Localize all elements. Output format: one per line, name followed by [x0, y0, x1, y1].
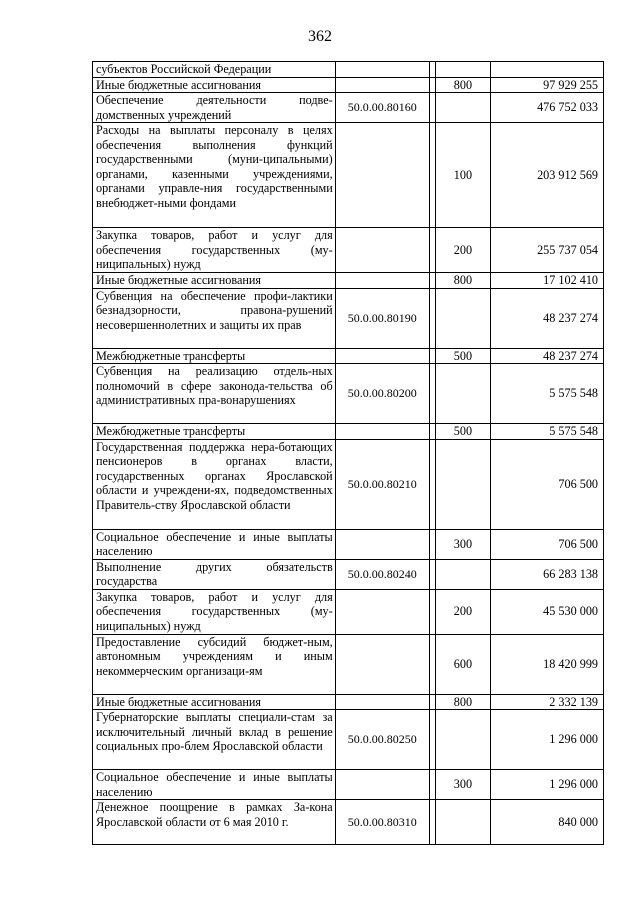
row-code: 50.0.00.80160: [335, 93, 429, 123]
row-amount: [491, 62, 604, 78]
budget-table-body: [93, 62, 604, 845]
row-code: [335, 228, 429, 273]
row-type: [435, 364, 491, 424]
table-row: [93, 228, 604, 273]
row-code: [335, 589, 429, 634]
row-type: 800: [435, 694, 491, 710]
table-row: [93, 123, 604, 228]
table-row: [93, 529, 604, 559]
row-code: [335, 770, 429, 800]
row-code: 50.0.00.80250: [335, 710, 429, 770]
row-amount: 706 500: [491, 439, 604, 529]
row-name: Иные бюджетные ассигнования: [93, 273, 336, 289]
row-name: Денежное поощрение в рамках За-кона Ярославской области от 6 мая 2010 г.: [93, 800, 336, 845]
table-row: [93, 364, 604, 424]
row-amount: 5 575 548: [491, 364, 604, 424]
row-type: 800: [435, 77, 491, 93]
row-type: 300: [435, 770, 491, 800]
row-type: [435, 288, 491, 348]
row-type: [435, 710, 491, 770]
table-row: [93, 559, 604, 589]
row-amount: 476 752 033: [491, 93, 604, 123]
row-name: субъектов Российской Федерации: [93, 62, 336, 78]
table-row: [93, 424, 604, 440]
row-amount: 66 283 138: [491, 559, 604, 589]
row-type: 600: [435, 634, 491, 694]
row-name: Межбюджетные трансферты: [93, 424, 336, 440]
row-type: 200: [435, 228, 491, 273]
row-code: [335, 348, 429, 364]
table-row: [93, 770, 604, 800]
table-row: [93, 348, 604, 364]
row-type: 300: [435, 529, 491, 559]
table-row: [93, 694, 604, 710]
row-code: [335, 77, 429, 93]
row-code: 50.0.00.80190: [335, 288, 429, 348]
table-row: [93, 800, 604, 845]
row-name: Иные бюджетные ассигнования: [93, 694, 336, 710]
table-row: [93, 634, 604, 694]
row-type: [435, 559, 491, 589]
row-type: [435, 439, 491, 529]
table-row: [93, 589, 604, 634]
row-name: Иные бюджетные ассигнования: [93, 77, 336, 93]
budget-table: [92, 61, 604, 845]
row-name: Межбюджетные трансферты: [93, 348, 336, 364]
row-type: 800: [435, 273, 491, 289]
row-type: [435, 93, 491, 123]
row-amount: 840 000: [491, 800, 604, 845]
table-row: [93, 710, 604, 770]
row-amount: 45 530 000: [491, 589, 604, 634]
row-name: Социальное обеспечение и иные выплаты населению: [93, 529, 336, 559]
row-code: [335, 123, 429, 228]
row-name: Обеспечение деятельности подве-домственных учреждений: [93, 93, 336, 123]
row-name: Выполнение других обязательств государства: [93, 559, 336, 589]
row-amount: 203 912 569: [491, 123, 604, 228]
row-name: Субвенция на реализацию отдель-ных полномочий в сфере законода-тельства об административных пра-вонарушениях: [93, 364, 336, 424]
row-name: Социальное обеспечение и иные выплаты населению: [93, 770, 336, 800]
row-amount: 48 237 274: [491, 348, 604, 364]
row-amount: 17 102 410: [491, 273, 604, 289]
row-amount: 706 500: [491, 529, 604, 559]
row-type: 500: [435, 424, 491, 440]
row-name: Государственная поддержка нера-ботающих пенсионеров в органах власти, государственных органах Ярославской области и учреждени-ях, подведомственных Правитель-ству Ярославской области: [93, 439, 336, 529]
table-row: [93, 273, 604, 289]
row-amount: 2 332 139: [491, 694, 604, 710]
row-amount: 1 296 000: [491, 770, 604, 800]
row-name: Губернаторские выплаты специали-стам за исключительный личный вклад в решение социальных про-блем Ярославской области: [93, 710, 336, 770]
row-amount: 5 575 548: [491, 424, 604, 440]
row-type: 500: [435, 348, 491, 364]
row-type: [435, 62, 491, 78]
row-code: [335, 529, 429, 559]
page-number: 362: [308, 28, 332, 45]
table-row: [93, 62, 604, 78]
row-code: 50.0.00.80210: [335, 439, 429, 529]
row-amount: 97 929 255: [491, 77, 604, 93]
row-type: 100: [435, 123, 491, 228]
row-code: [335, 273, 429, 289]
row-code: [335, 62, 429, 78]
row-name: Субвенция на обеспечение профи-лактики безнадзорности, правона-рушений несовершеннолетних и защиты их прав: [93, 288, 336, 348]
row-amount: 18 420 999: [491, 634, 604, 694]
row-code: [335, 634, 429, 694]
row-name: Предоставление субсидий бюджет-ным, автономным учреждениям и иным некоммерческим организаци-ям: [93, 634, 336, 694]
row-amount: 255 737 054: [491, 228, 604, 273]
row-amount: 48 237 274: [491, 288, 604, 348]
table-row: [93, 288, 604, 348]
row-code: 50.0.00.80240: [335, 559, 429, 589]
table-row: [93, 93, 604, 123]
row-code: [335, 694, 429, 710]
row-name: Расходы на выплаты персоналу в целях обеспечения выполнения функций государственными (муни-ципальными) органами, казенными учреждениями, органами управле-ния государственными внебюджет-ными фондами: [93, 123, 336, 228]
table-row: [93, 77, 604, 93]
row-type: 200: [435, 589, 491, 634]
row-name: Закупка товаров, работ и услуг для обеспечения государственных (му-ниципальных) нужд: [93, 228, 336, 273]
row-code: 50.0.00.80200: [335, 364, 429, 424]
table-row: [93, 439, 604, 529]
row-code: [335, 424, 429, 440]
row-code: 50.0.00.80310: [335, 800, 429, 845]
row-type: [435, 800, 491, 845]
row-amount: 1 296 000: [491, 710, 604, 770]
row-name: Закупка товаров, работ и услуг для обеспечения государственных (му-ниципальных) нужд: [93, 589, 336, 634]
